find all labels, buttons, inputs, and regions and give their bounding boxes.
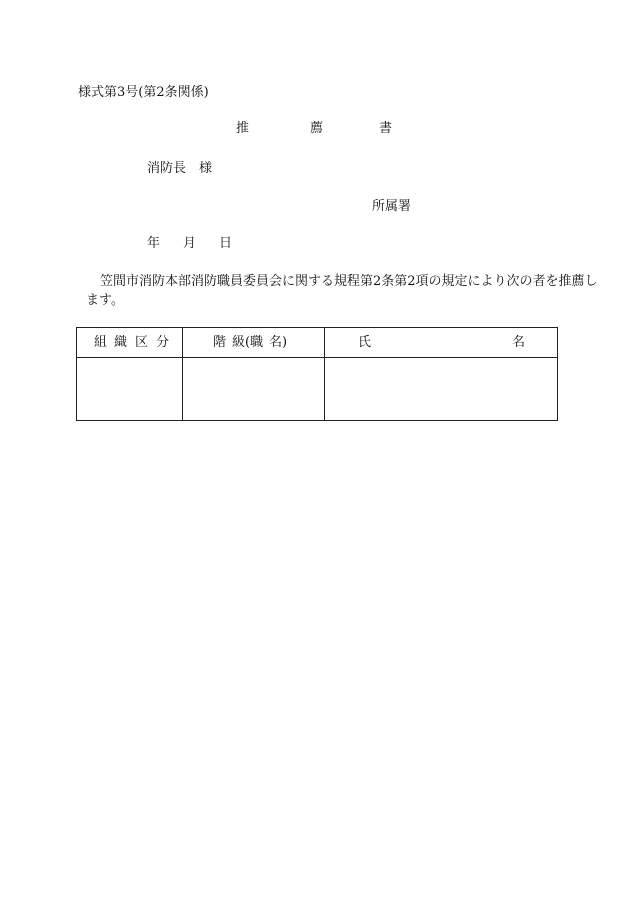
table-header-row [77, 328, 558, 358]
date-year-label: 年 [147, 236, 161, 251]
table-row [77, 358, 558, 421]
body-line: ます。 [86, 293, 124, 308]
addressee-honorific: 様 [199, 161, 213, 176]
cell-name[interactable] [325, 358, 558, 421]
header-char: 区 [135, 335, 149, 350]
title-char: 薦 [310, 121, 324, 136]
document-title [0, 122, 630, 138]
header-char: 名 [512, 335, 526, 350]
header-char: 組 [94, 335, 108, 350]
header-char: 分 [156, 335, 170, 350]
affiliation-label: 所属署 [372, 199, 412, 214]
addressee [147, 162, 212, 175]
header-name [325, 328, 558, 358]
form-number: 様式第3号(第2条関係) [78, 85, 209, 100]
addressee-name: 消防長 [147, 161, 187, 176]
cell-organization[interactable] [77, 358, 183, 421]
title-char: 書 [379, 121, 393, 136]
cell-rank[interactable] [183, 358, 325, 421]
body-line: 笠間市消防本部消防職員委員会に関する規程第2条第2項の規定により次の者を推薦し [100, 274, 598, 289]
header-char: 名) [269, 335, 288, 350]
body-paragraph [86, 272, 598, 310]
recommendation-table [76, 327, 558, 421]
header-char: 氏 [358, 335, 372, 350]
title-char: 推 [236, 121, 250, 136]
header-char: 織 [114, 335, 128, 350]
date-month-label: 月 [183, 236, 197, 251]
header-organization [77, 328, 183, 358]
date-day-label: 日 [219, 236, 233, 251]
header-char: 階 [213, 335, 227, 350]
header-char: 級(職 [232, 335, 264, 350]
header-rank [183, 328, 325, 358]
